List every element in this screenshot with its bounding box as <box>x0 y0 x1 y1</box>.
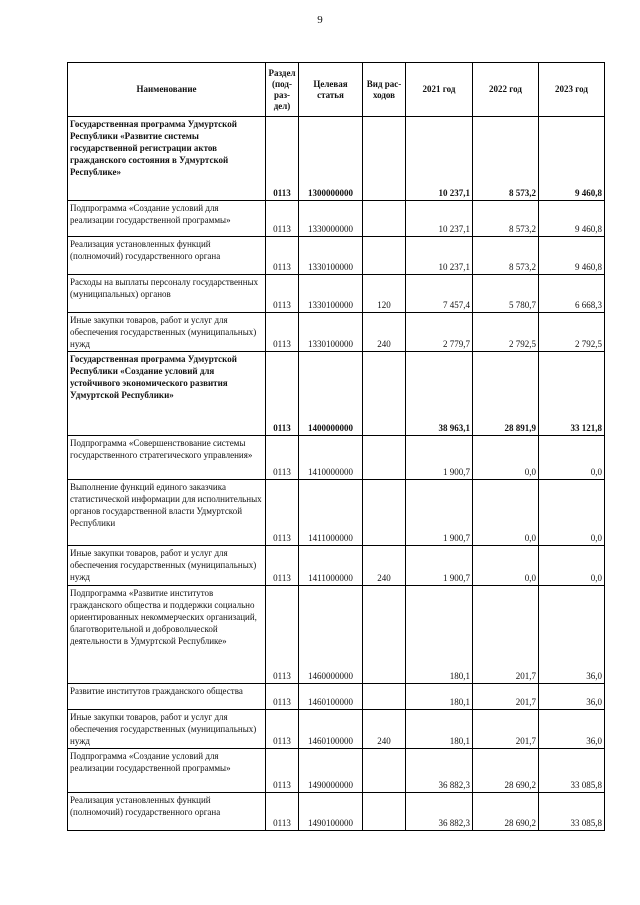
row-target: 1460000000 <box>299 586 363 684</box>
page-number: 9 <box>317 14 323 26</box>
row-2021: 38 963,1 <box>406 352 473 436</box>
row-section: 0113 <box>266 793 299 831</box>
row-target: 1460100000 <box>299 710 363 749</box>
table-row <box>68 749 605 793</box>
row-2023: 2 792,5 <box>539 313 605 352</box>
table-row <box>68 237 605 275</box>
row-2022: 201,7 <box>473 586 539 684</box>
row-2021: 180,1 <box>406 586 473 684</box>
row-2023: 6 668,3 <box>539 275 605 313</box>
row-target: 1330100000 <box>299 237 363 275</box>
row-2021: 1 900,7 <box>406 480 473 546</box>
row-2023: 0,0 <box>539 480 605 546</box>
row-expense <box>363 793 406 831</box>
row-expense <box>363 480 406 546</box>
header-2022: 2022 год <box>473 63 539 117</box>
row-name: Иные закупки товаров, работ и услуг для обеспечения государственных (муниципальных) нужд <box>68 313 266 352</box>
row-target: 1330100000 <box>299 275 363 313</box>
row-expense <box>363 201 406 237</box>
row-name: Расходы на выплаты персоналу государственных (муниципальных) органов <box>68 275 266 313</box>
row-2022: 0,0 <box>473 436 539 480</box>
row-2021: 36 882,3 <box>406 793 473 831</box>
row-2023: 36,0 <box>539 586 605 684</box>
row-target: 1330100000 <box>299 313 363 352</box>
row-2022: 0,0 <box>473 546 539 586</box>
table-row <box>68 313 605 352</box>
row-expense: 240 <box>363 546 406 586</box>
row-section: 0113 <box>266 275 299 313</box>
row-2022: 201,7 <box>473 710 539 749</box>
row-section: 0113 <box>266 710 299 749</box>
row-expense <box>363 436 406 480</box>
row-2023: 0,0 <box>539 546 605 586</box>
table-row <box>68 117 605 201</box>
table-row <box>68 201 605 237</box>
row-2021: 180,1 <box>406 710 473 749</box>
row-section: 0113 <box>266 313 299 352</box>
row-2023: 33 085,8 <box>539 749 605 793</box>
table-row <box>68 546 605 586</box>
row-expense <box>363 586 406 684</box>
row-name: Выполнение функций единого заказчика статистической информации для исполнительных органов государственной власти Удмуртской Республики <box>68 480 266 546</box>
row-2021: 10 237,1 <box>406 201 473 237</box>
row-expense: 240 <box>363 313 406 352</box>
row-target: 1410000000 <box>299 436 363 480</box>
row-section: 0113 <box>266 684 299 710</box>
row-section: 0113 <box>266 480 299 546</box>
row-2023: 36,0 <box>539 684 605 710</box>
row-2022: 5 780,7 <box>473 275 539 313</box>
row-2023: 33 085,8 <box>539 793 605 831</box>
row-2022: 8 573,2 <box>473 237 539 275</box>
row-2022: 28 690,2 <box>473 749 539 793</box>
table-row <box>68 586 605 684</box>
row-2023: 9 460,8 <box>539 201 605 237</box>
row-2023: 9 460,8 <box>539 117 605 201</box>
row-2021: 180,1 <box>406 684 473 710</box>
row-expense <box>363 684 406 710</box>
row-target: 1490100000 <box>299 793 363 831</box>
row-name: Иные закупки товаров, работ и услуг для обеспечения государственных (муниципальных) нужд <box>68 546 266 586</box>
row-target: 1411000000 <box>299 480 363 546</box>
row-section: 0113 <box>266 586 299 684</box>
row-2021: 7 457,4 <box>406 275 473 313</box>
row-section: 0113 <box>266 117 299 201</box>
row-section: 0113 <box>266 749 299 793</box>
row-2022: 0,0 <box>473 480 539 546</box>
row-2022: 8 573,2 <box>473 201 539 237</box>
row-target: 1460100000 <box>299 684 363 710</box>
row-2021: 1 900,7 <box>406 546 473 586</box>
row-target: 1411000000 <box>299 546 363 586</box>
row-name: Подпрограмма «Создание условий для реализации государственной программы» <box>68 201 266 237</box>
row-name: Подпрограмма «Совершенствование системы государственного стратегического управления» <box>68 436 266 480</box>
header-2021: 2021 год <box>406 63 473 117</box>
row-2021: 1 900,7 <box>406 436 473 480</box>
row-section: 0113 <box>266 201 299 237</box>
row-2022: 28 891,9 <box>473 352 539 436</box>
row-2021: 10 237,1 <box>406 117 473 201</box>
row-name: Развитие институтов гражданского общества <box>68 684 266 710</box>
row-section: 0113 <box>266 436 299 480</box>
row-expense <box>363 352 406 436</box>
row-2022: 201,7 <box>473 684 539 710</box>
table-row <box>68 275 605 313</box>
header-2023: 2023 год <box>539 63 605 117</box>
row-2022: 8 573,2 <box>473 117 539 201</box>
row-expense: 240 <box>363 710 406 749</box>
row-2023: 33 121,8 <box>539 352 605 436</box>
row-name: Подпрограмма «Создание условий для реализации государственной программы» <box>68 749 266 793</box>
row-target: 1300000000 <box>299 117 363 201</box>
table-row <box>68 480 605 546</box>
row-target: 1400000000 <box>299 352 363 436</box>
row-section: 0113 <box>266 237 299 275</box>
row-section: 0113 <box>266 546 299 586</box>
row-2022: 28 690,2 <box>473 793 539 831</box>
row-name: Государственная программа Удмуртской Республики «Развитие системы государственной регистрации актов гражданского состояния в Удмуртской Республике» <box>68 117 266 201</box>
row-2021: 36 882,3 <box>406 749 473 793</box>
row-name: Подпрограмма «Развитие институтов гражданского общества и поддержки социально ориентированных некоммерческих организаций, благотворительной и добровольческой деятельности в Удмуртской Республике» <box>68 586 266 684</box>
row-name: Государственная программа Удмуртской Республики «Создание условий для устойчивого экономического развития Удмуртской Республики» <box>68 352 266 436</box>
header-expense: Вид рас-ходов <box>363 63 406 117</box>
row-2023: 36,0 <box>539 710 605 749</box>
table-row <box>68 793 605 831</box>
row-expense <box>363 237 406 275</box>
header-section: Раздел (под-раз-дел) <box>266 63 299 117</box>
row-2021: 2 779,7 <box>406 313 473 352</box>
row-name: Иные закупки товаров, работ и услуг для обеспечения государственных (муниципальных) нужд <box>68 710 266 749</box>
row-expense: 120 <box>363 275 406 313</box>
row-2023: 0,0 <box>539 436 605 480</box>
row-2021: 10 237,1 <box>406 237 473 275</box>
budget-table <box>67 62 605 831</box>
row-name: Реализация установленных функций (полномочий) государственного органа <box>68 793 266 831</box>
header-name: Наименование <box>68 63 266 117</box>
row-section: 0113 <box>266 352 299 436</box>
table-row <box>68 436 605 480</box>
table-row <box>68 352 605 436</box>
row-expense <box>363 749 406 793</box>
row-2023: 9 460,8 <box>539 237 605 275</box>
table-row <box>68 710 605 749</box>
row-target: 1330000000 <box>299 201 363 237</box>
row-target: 1490000000 <box>299 749 363 793</box>
row-name: Реализация установленных функций (полномочий) государственного органа <box>68 237 266 275</box>
row-2022: 2 792,5 <box>473 313 539 352</box>
header-target: Целевая статья <box>299 63 363 117</box>
table-row <box>68 684 605 710</box>
header-row <box>68 63 605 117</box>
row-expense <box>363 117 406 201</box>
